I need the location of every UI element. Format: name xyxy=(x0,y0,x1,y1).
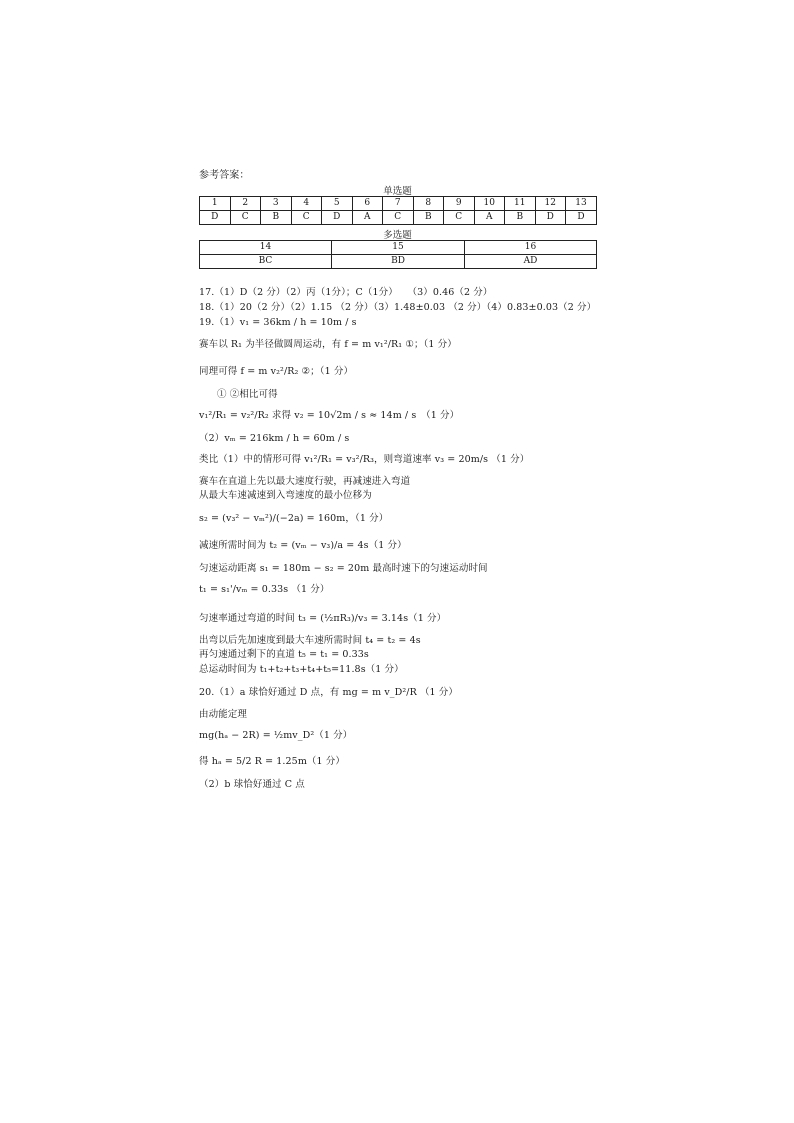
answer-cell: AD xyxy=(465,255,597,269)
answer-row xyxy=(200,211,597,225)
question-number: 13 xyxy=(566,197,597,211)
answer-cell: A xyxy=(474,211,505,225)
question-number: 10 xyxy=(474,197,505,211)
answer-line: v₁²/R₁ = v₂²/R₂ 求得 v₂ = 10√2m / s ≈ 14m / s （1 分） xyxy=(199,410,460,421)
answer-line: 19.（1）v₁ = 36km / h = 10m / s xyxy=(199,317,357,328)
answer-line: 得 hₐ = 5/2 R = 1.25m（1 分） xyxy=(199,756,345,767)
answer-header: 参考答案： xyxy=(199,170,250,181)
question-number: 15 xyxy=(332,241,465,255)
answer-cell: D xyxy=(535,211,566,225)
answer-line: 20.（1）a 球恰好通过 D 点，有 mg = m v_D²/R （1 分） xyxy=(199,687,459,698)
question-number: 7 xyxy=(383,197,414,211)
answer-line: 17.（1）D（2 分）（2）丙（1分）；C（1分） （3）0.46（2 分） xyxy=(199,287,493,298)
multi-choice-title: 多选题 xyxy=(383,230,412,241)
question-number: 12 xyxy=(535,197,566,211)
answer-line: s₂ = (v₃² − vₘ²)/(−2a) = 160m，（1 分） xyxy=(199,513,389,524)
answer-cell: C xyxy=(291,211,322,225)
answer-line: 赛车以 R₁ 为半径做圆周运动，有 f = m v₁²/R₁ ①；（1 分） xyxy=(199,339,457,350)
answer-line: 出弯以后先加速度到最大车速所需时间 t₄ = t₂ = 4s xyxy=(199,635,421,646)
answer-line: （2）b 球恰好通过 C 点 xyxy=(199,779,305,790)
answer-line: 匀速率通过弯道的时间 t₃ = (½πR₃)/v₃ = 3.14s（1 分） xyxy=(199,613,447,624)
answer-cell: B xyxy=(261,211,292,225)
question-number: 11 xyxy=(505,197,536,211)
answer-cell: BD xyxy=(332,255,465,269)
answer-cell: C xyxy=(444,211,475,225)
question-number-row xyxy=(200,197,597,211)
answer-cell: C xyxy=(230,211,261,225)
answer-line: 由动能定理 xyxy=(199,709,248,720)
answer-line: 减速所需时间为 t₂ = (vₘ − v₃)/a = 4s（1 分） xyxy=(199,540,407,551)
answer-line: 类比（1）中的情形可得 v₁²/R₁ = v₃²/R₃，则弯道速率 v₃ = 20m/s （1 分） xyxy=(199,454,530,465)
question-number: 6 xyxy=(352,197,383,211)
answer-line: （2）vₘ = 216km / h = 60m / s xyxy=(199,433,350,444)
answer-line: 同理可得 f = m v₂²/R₂ ②；（1 分） xyxy=(199,366,354,377)
answer-line: ① ②相比可得 xyxy=(217,389,278,400)
answer-cell: A xyxy=(352,211,383,225)
question-number: 14 xyxy=(200,241,332,255)
answer-row xyxy=(200,255,597,269)
answer-line: 赛车在直道上先以最大速度行驶，再减速进入弯道 xyxy=(199,476,411,487)
question-number: 4 xyxy=(291,197,322,211)
answer-line: 18.（1）20（2 分）（2）1.15 （2 分）（3）1.48±0.03 （2 分）（4）0.83±0.03（2 分） xyxy=(199,302,597,313)
answer-cell: D xyxy=(200,211,231,225)
question-number: 2 xyxy=(230,197,261,211)
question-number: 9 xyxy=(444,197,475,211)
multi-choice-table xyxy=(199,240,597,269)
answer-cell: B xyxy=(505,211,536,225)
question-number: 1 xyxy=(200,197,231,211)
answer-cell: D xyxy=(322,211,353,225)
question-number-row xyxy=(200,241,597,255)
answer-cell: B xyxy=(413,211,444,225)
single-choice-title: 单选题 xyxy=(383,186,412,197)
answer-cell: BC xyxy=(200,255,332,269)
answer-line: mg(hₐ − 2R) = ½mv_D²（1 分） xyxy=(199,730,353,741)
answer-line: 从最大车速减速到入弯速度的最小位移为 xyxy=(199,490,372,501)
answer-cell: D xyxy=(566,211,597,225)
question-number: 8 xyxy=(413,197,444,211)
question-number: 16 xyxy=(465,241,597,255)
single-choice-table xyxy=(199,196,597,225)
question-number: 5 xyxy=(322,197,353,211)
answer-cell: C xyxy=(383,211,414,225)
answer-line: 匀速运动距离 s₁ = 180m − s₂ = 20m 最高时速下的匀速运动时间 xyxy=(199,563,488,574)
question-number: 3 xyxy=(261,197,292,211)
answer-line: t₁ = s₁'/vₘ = 0.33s （1 分） xyxy=(199,584,330,595)
answer-line: 再匀速通过剩下的直道 t₅ = t₁ = 0.33s xyxy=(199,649,369,660)
answer-line: 总运动时间为 t₁+t₂+t₃+t₄+t₅=11.8s（1 分） xyxy=(199,664,404,675)
